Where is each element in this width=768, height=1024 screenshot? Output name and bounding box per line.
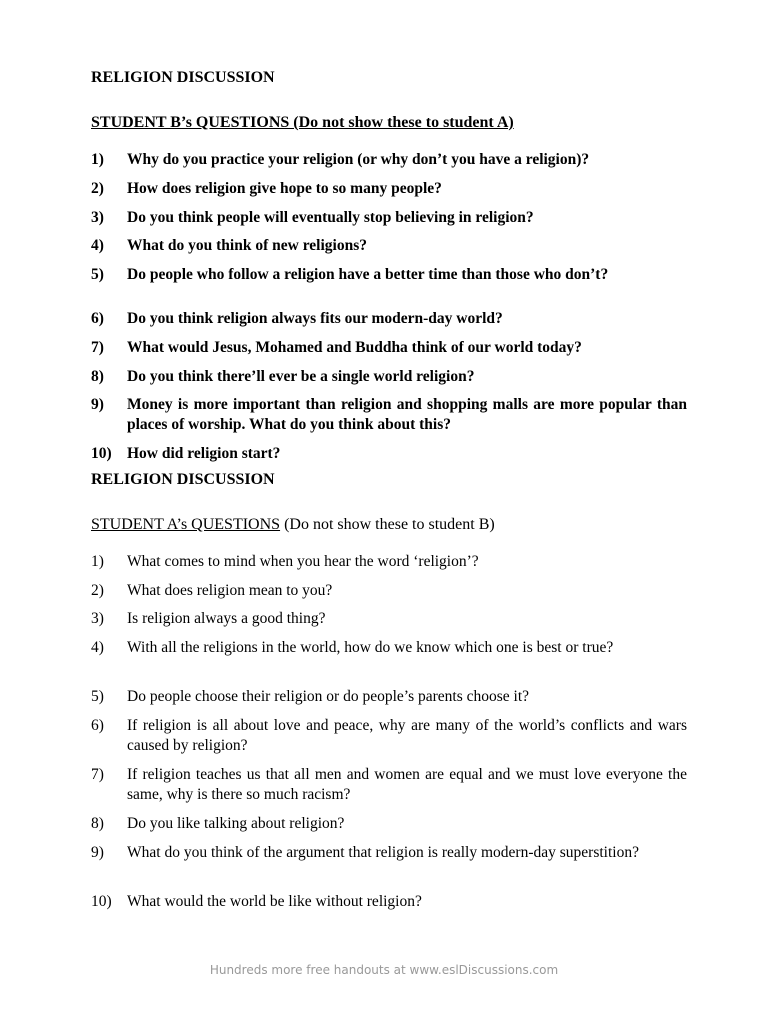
- question-text: If religion teaches us that all men and women are equal and we must love everyone the same, why is there so much racism?: [127, 766, 687, 803]
- question-number: 7): [91, 339, 104, 356]
- question-text: Do you think people will eventually stop believing in religion?: [127, 209, 534, 226]
- student-b-section: [91, 68, 687, 462]
- question-number: 9): [91, 844, 104, 861]
- subtitle-underlined: STUDENT A’s QUESTIONS: [91, 516, 281, 533]
- section-subtitle: [91, 515, 495, 535]
- question-number: 5): [91, 688, 104, 705]
- question-number: 6): [91, 310, 104, 327]
- question-text: Why do you practice your religion (or why don’t you have a religion)?: [127, 151, 590, 168]
- question-number: 2): [91, 582, 104, 599]
- question-number: 9): [91, 396, 104, 413]
- question-number: 3): [91, 209, 104, 226]
- question-number: 10): [91, 893, 112, 910]
- question-text: Do you like talking about religion?: [127, 815, 345, 832]
- subtitle-rest: (Do not show these to student B): [280, 516, 495, 533]
- question-text: How did religion start?: [127, 445, 281, 462]
- question-number: 10): [91, 445, 112, 462]
- question-number: 3): [91, 610, 104, 627]
- question-text: Do you think religion always fits our modern-day world?: [127, 310, 503, 327]
- question-number: 7): [91, 766, 104, 783]
- question-text: If religion is all about love and peace, why are many of the world’s conflicts and wars caused by religion?: [127, 717, 687, 754]
- question-number: 6): [91, 717, 104, 734]
- question-text: Money is more important than religion and shopping malls are more popular than places of worship. What do you think about this?: [127, 396, 687, 433]
- question-text: What would the world be like without religion?: [127, 893, 422, 910]
- question-number: 5): [91, 266, 104, 283]
- question-number: 4): [91, 237, 104, 254]
- question-text: What do you think of the argument that religion is really modern-day superstition?: [127, 844, 639, 861]
- section-subtitle: [91, 113, 514, 133]
- student-a-section: [91, 470, 687, 910]
- question-text: Do people choose their religion or do people’s parents choose it?: [127, 688, 530, 705]
- question-text: Is religion always a good thing?: [127, 610, 326, 627]
- question-text: What would Jesus, Mohamed and Buddha think of our world today?: [127, 339, 582, 356]
- question-number: 2): [91, 180, 104, 197]
- question-number: 1): [91, 151, 104, 168]
- subtitle-underlined: STUDENT B’s QUESTIONS (Do not show these to student A): [91, 114, 514, 131]
- question-text: With all the religions in the world, how do we know which one is best or true?: [127, 639, 614, 656]
- section-title: RELIGION DISCUSSION: [91, 471, 275, 488]
- question-text: Do you think there’ll ever be a single world religion?: [127, 368, 475, 385]
- question-number: 4): [91, 639, 104, 656]
- question-number: 8): [91, 368, 104, 385]
- question-text: What does religion mean to you?: [127, 582, 333, 599]
- question-number: 8): [91, 815, 104, 832]
- question-text: What comes to mind when you hear the word ‘religion’?: [127, 553, 479, 570]
- section-title: RELIGION DISCUSSION: [91, 69, 275, 86]
- question-text: Do people who follow a religion have a better time than those who don’t?: [127, 266, 609, 283]
- question-text: How does religion give hope to so many people?: [127, 180, 442, 197]
- question-number: 1): [91, 553, 104, 570]
- footer-credit: Hundreds more free handouts at www.eslDiscussions.com: [209, 963, 559, 977]
- question-text: What do you think of new religions?: [127, 237, 368, 254]
